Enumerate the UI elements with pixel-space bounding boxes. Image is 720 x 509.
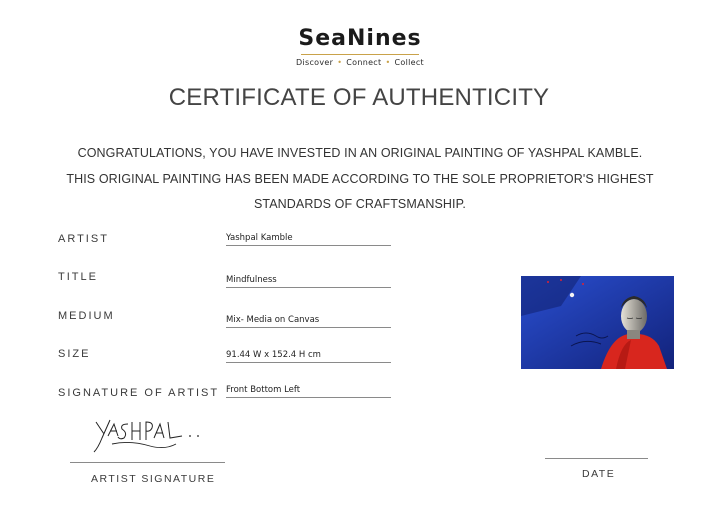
certificate-title: CERTIFICATE OF AUTHENTICITY — [168, 84, 550, 111]
field-label-signature-of-artist: SIGNATURE OF ARTIST — [58, 387, 220, 399]
field-label-medium: MEDIUM — [58, 310, 115, 322]
tagline-dot: • — [337, 58, 343, 67]
statement-line: STANDARDS OF CRAFTSMANSHIP. — [254, 197, 466, 211]
field-label-artist: ARTIST — [58, 233, 109, 245]
tagline-dot: • — [385, 58, 391, 67]
brand-underline — [301, 54, 419, 55]
tagline-connect: Connect — [346, 58, 382, 67]
brand-logo — [0, 26, 720, 67]
certificate-statement — [60, 141, 660, 218]
brand-tagline — [0, 58, 720, 67]
artwork-image — [521, 276, 674, 369]
date-label: DATE — [582, 468, 616, 480]
date-line — [545, 458, 648, 459]
artist-signature-image — [90, 412, 210, 458]
field-label-size: SIZE — [58, 348, 91, 360]
field-value-artist: Yashpal Kamble — [226, 233, 391, 246]
field-value-title: Mindfulness — [226, 275, 391, 288]
artist-signature-label: ARTIST SIGNATURE — [91, 473, 216, 485]
tagline-discover: Discover — [296, 58, 334, 67]
field-value-signature-location: Front Bottom Left — [226, 385, 391, 398]
statement-line: THIS ORIGINAL PAINTING HAS BEEN MADE ACCORDING TO THE SOLE PROPRIETOR'S HIGHEST — [66, 171, 654, 186]
field-value-medium: Mix- Media on Canvas — [226, 315, 391, 328]
tagline-collect: Collect — [394, 58, 424, 67]
artist-signature-line — [70, 462, 225, 463]
field-value-size: 91.44 W x 152.4 H cm — [226, 350, 391, 363]
statement-line: CONGRATULATIONS, YOU HAVE INVESTED IN AN ORIGINAL PAINTING OF YASHPAL KAMBLE. — [77, 146, 643, 160]
brand-name: SeaNines — [298, 26, 422, 51]
field-label-title: TITLE — [58, 271, 98, 283]
